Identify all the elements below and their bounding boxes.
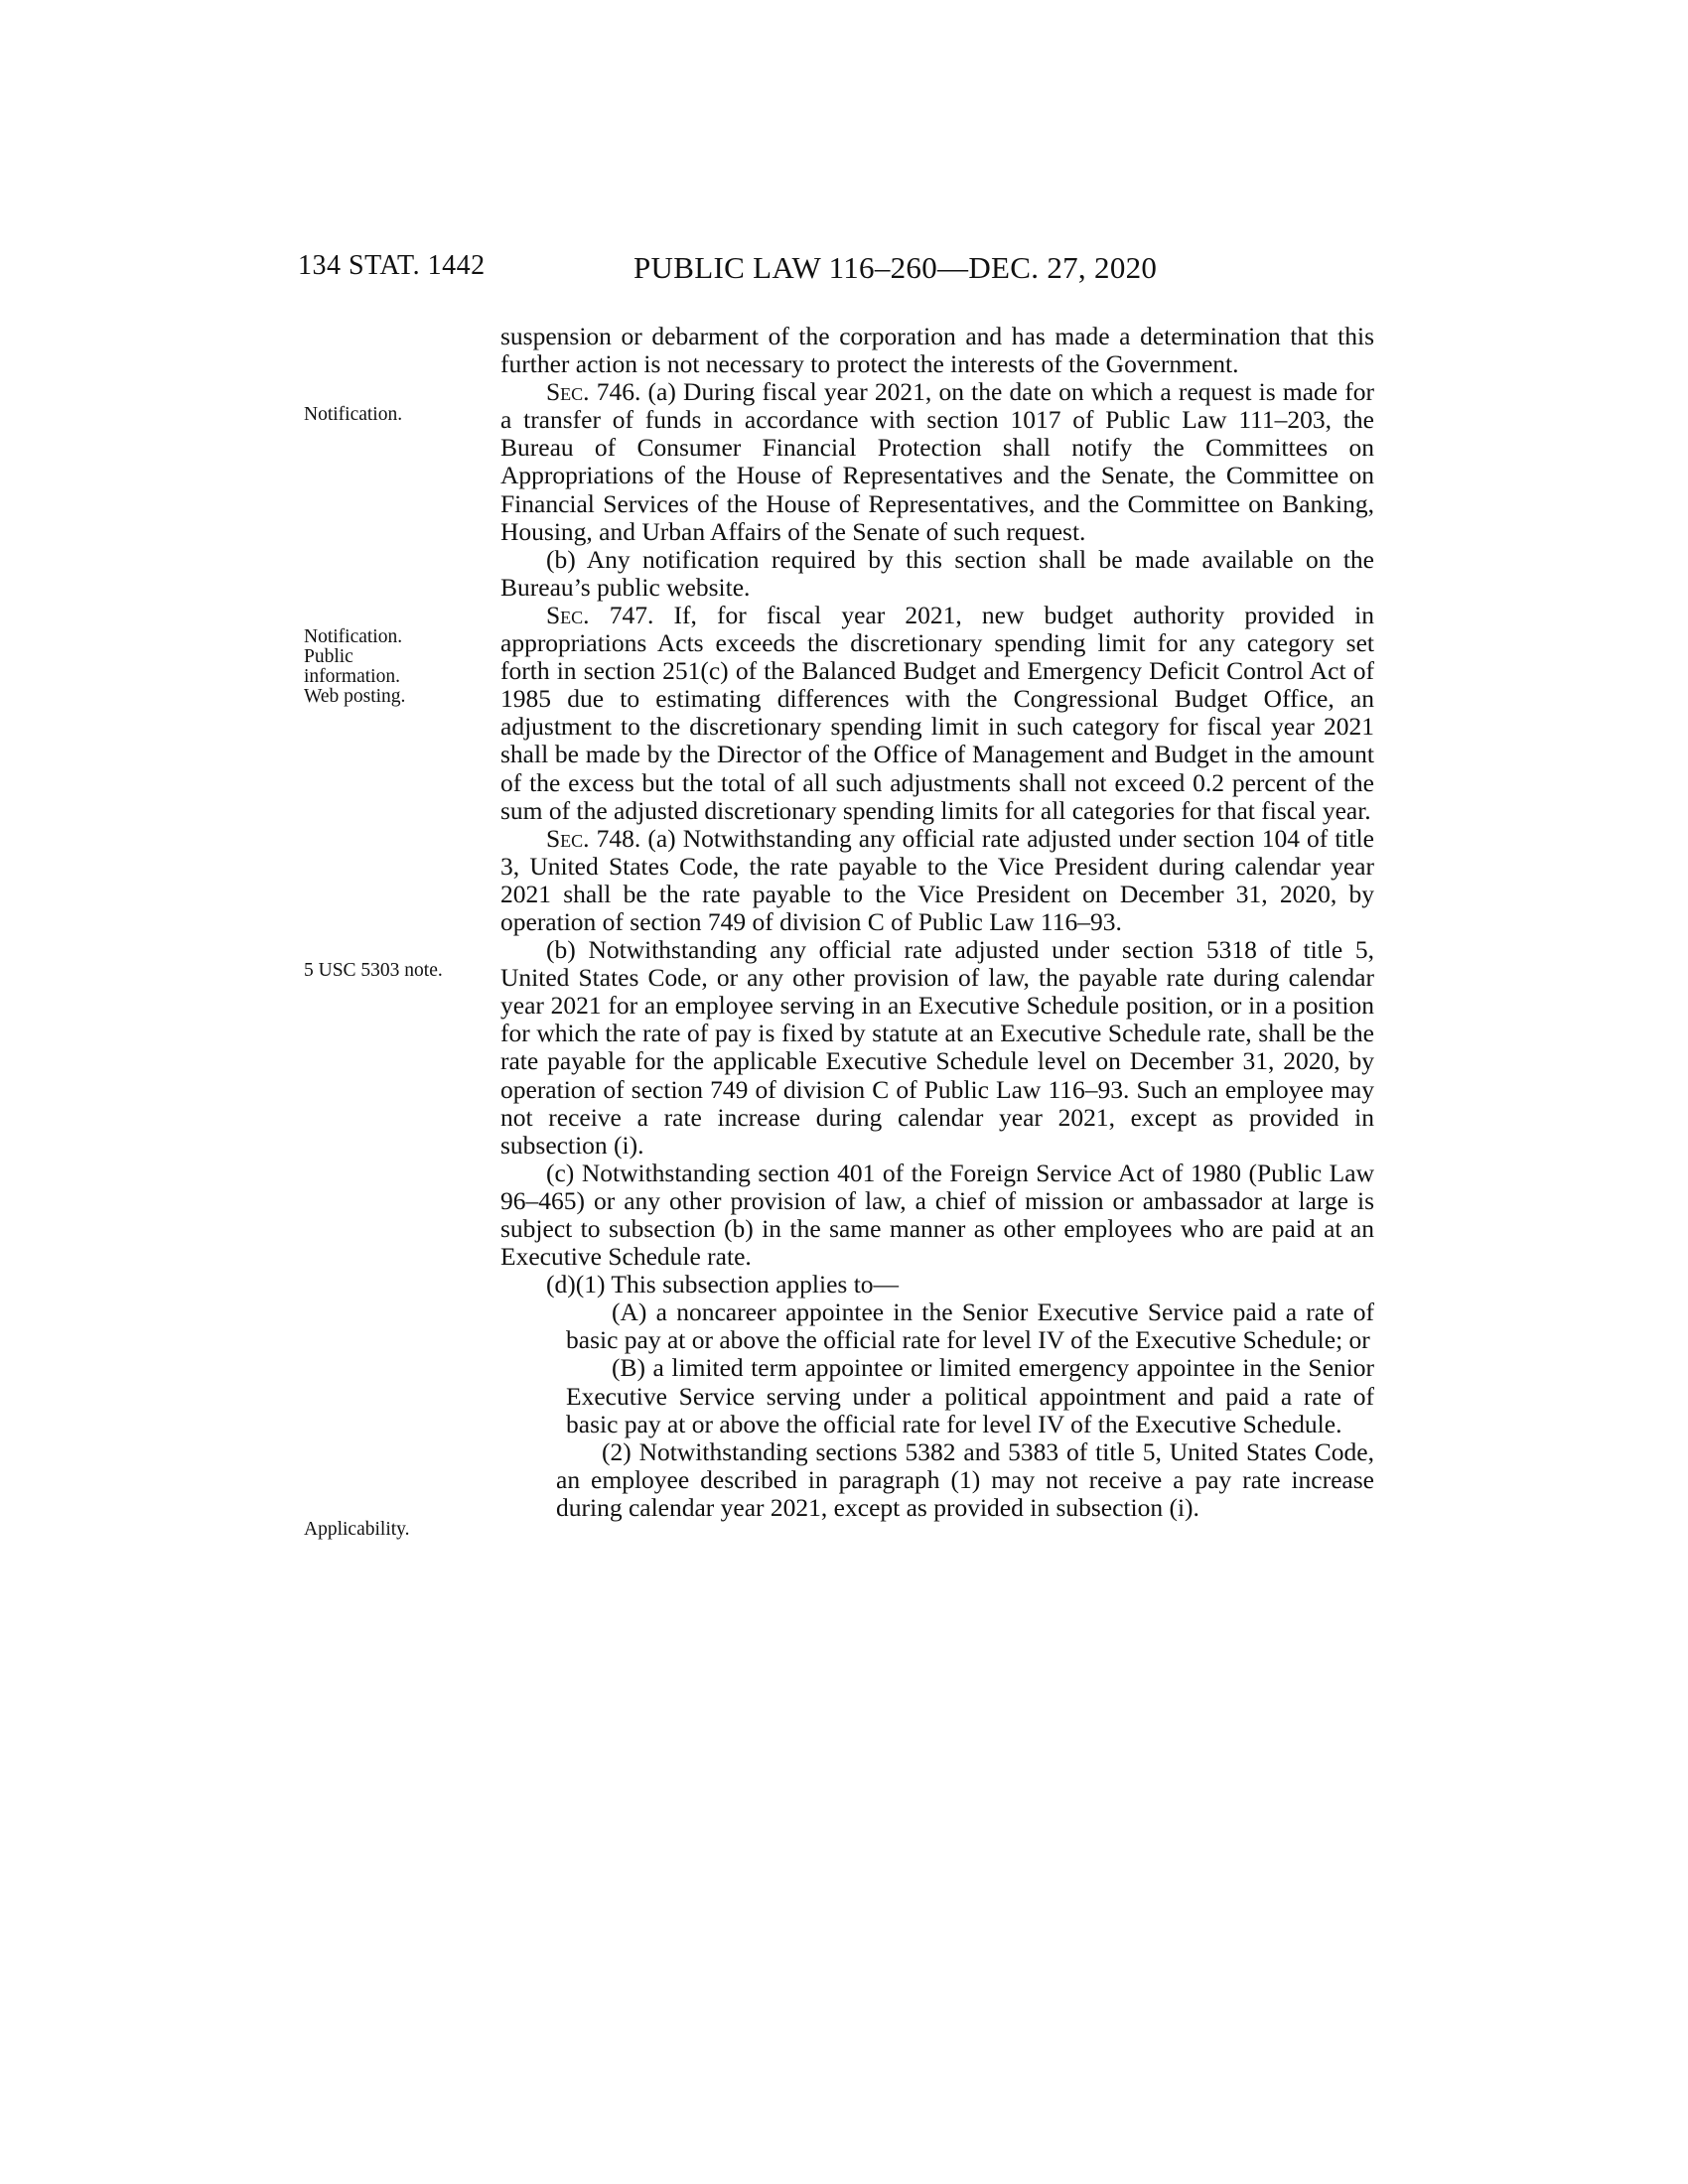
section-748-b: (b) Notwithstanding any official rate adjusted under section 5318 of title 5, United States Code, or any other provision of law, the payable rate during calendar year 2021 for an employee serving in an Executive Schedule position, or in a position for which the rate of pay is fixed by statute at an Executive Schedule rate, shall be the rate payable for the applicable Executive Schedule level on December 31, 2020, by operation of section 749 of division C of Public Law 116–93. Such an employee may not receive a rate increase during calendar year 2021, except as provided in subsection (i). [500, 935, 1374, 1160]
section-746-b: (b) Any notification required by this section shall be made available on the Bureau’s public website. [500, 544, 1374, 602]
paragraph-text: If, for fiscal year 2021, new budget authority provided in appropriations Acts exceeds the discretionary spending limit for any category set forth in section 251(c) of the Balanced Budget and Emergency Deficit Control Act of 1985 due to estimating differences with the Congressional Budget Office, an adjustment to the discretionary spending limit in such category for fiscal year 2021 shall be made by the Director of the Office of Management and Budget in the amount of the excess but the total of all such adjustments shall not exceed 0.2 percent of the sum of the adjusted discretionary spending limits for all categories for that fiscal year. [500, 600, 1375, 825]
paragraph-text: (a) Notwithstanding any official rate adjusted under section 104 of title 3, United States Code, the rate payable to the Vice President during calendar year 2021 shall be the rate payable to the Vice President on December 31, 2020, by operation of section 749 of division C of Public Law 116–93. [500, 823, 1374, 936]
section-748-a [500, 825, 1374, 936]
public-law-title: PUBLIC LAW 116–260—DEC. 27, 2020 [633, 250, 1158, 285]
margin-note-information: information. [304, 666, 400, 687]
section-748-d-1-A: (A) a noncareer appointee in the Senior Executive Service paid a rate of basic pay at or above the official rate for level IV of the Executive Schedule; or [566, 1297, 1374, 1355]
paragraph-text: (a) During fiscal year 2021, on the date on which a request is made for a transfer of funds in accordance with section 1017 of Public Law 111–203, the Bureau of Consumer Financial Protection shall notify the Committees on Appropriations of the House of Representatives and the Senate, the Committee on Financial Services of the House of Representatives, and the Committee on Banking, Housing, and Urban Affairs of the Senate of such request. [500, 377, 1374, 546]
page-header [298, 250, 1390, 290]
margin-note-notification: Notification. [304, 404, 403, 425]
section-748-d-1: (d)(1) This subsection applies to— [546, 1270, 900, 1299]
margin-note-usc-reference: 5 USC 5303 note. [304, 960, 443, 981]
margin-note-notification: Notification. [304, 626, 403, 647]
section-748-d-1-B: (B) a limited term appointee or limited emergency appointee in the Senior Executive Service serving under a political appointment and paid a rate of basic pay at or above the official rate for level IV of the Executive Schedule. [566, 1353, 1374, 1438]
paragraph-continuation: suspension or debarment of the corporation and has made a determination that this further action is not necessary to protect the interests of the Government. [500, 322, 1374, 379]
margin-note-web-posting: Web posting. [304, 686, 406, 707]
section-label: Sec. 746. [546, 377, 641, 407]
section-label: Sec. 748. [546, 823, 641, 853]
section-748-d-2: (2) Notwithstanding sections 5382 and 5383 of title 5, United States Code, an employee described in paragraph (1) may not receive a pay rate increase during calendar year 2021, except as provided in subsection (i). [556, 1436, 1374, 1522]
section-747 [500, 602, 1374, 825]
section-label: Sec. 747. [546, 600, 654, 629]
statute-text [500, 323, 1374, 1522]
section-746-a [500, 378, 1374, 546]
margin-note-public: Public [304, 646, 353, 667]
margin-note-applicability: Applicability. [304, 1519, 410, 1540]
section-748-c: (c) Notwithstanding section 401 of the Foreign Service Act of 1980 (Public Law 96–465) or any other provision of law, a chief of mission or ambassador at large is subject to subsection (b) in the same manner as other employees who are paid at an Executive Schedule rate. [500, 1158, 1374, 1272]
statute-page-number: 134 STAT. 1442 [298, 250, 486, 281]
